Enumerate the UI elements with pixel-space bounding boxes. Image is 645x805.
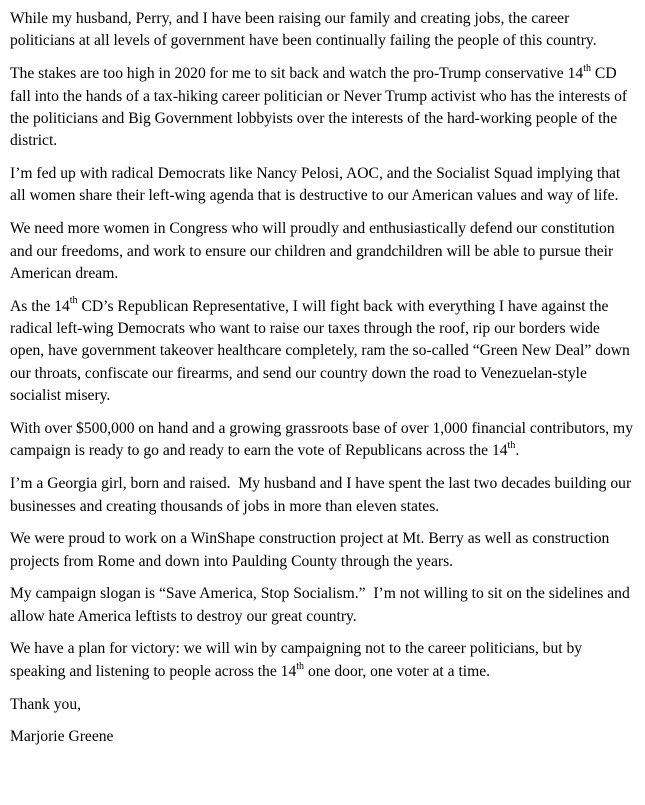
superscript-ordinal: th — [69, 295, 78, 307]
paragraph-12 — [10, 726, 635, 748]
paragraph-3 — [10, 163, 635, 208]
paragraph-text: My campaign slogan is “Save America, Stop Socialism.” I’m not willing to sit on the sidelines and allow hate America leftists to destroy our great country. — [10, 585, 634, 625]
superscript-ordinal: th — [296, 660, 305, 672]
paragraph-11 — [10, 694, 635, 716]
paragraph-10 — [10, 638, 635, 683]
paragraph-text: Marjorie Greene — [10, 728, 114, 746]
paragraph-8 — [10, 528, 635, 573]
paragraph-4 — [10, 218, 635, 285]
paragraph-text: The stakes are too high in 2020 for me to sit back and watch the pro-Trump conservative 14 — [10, 65, 584, 83]
paragraph-text: CD’s Republican Representative, I will fight back with everything I have against the radical left-wing Democrats who want to raise our taxes through the roof, rip our borders wide open, have government takeover healthcare completely, ram the so-called “Green New Deal” down our throats, confiscate our firearms, and send our country down the road to Venezuelan-style socialist misery. — [10, 297, 634, 405]
paragraph-text: I’m fed up with radical Democrats like Nancy Pelosi, AOC, and the Socialist Squad implying that all women share their left-wing agenda that is destructive to our American values and way of life. — [10, 165, 625, 205]
paragraph-text: one door, one voter at a time. — [304, 662, 491, 680]
paragraph-text: . — [515, 442, 520, 460]
paragraph-text: Thank you, — [10, 695, 82, 713]
paragraph-text: We have a plan for victory: we will win by campaigning not to the career politicians, but by speaking and listening to people across the 14 — [10, 640, 586, 680]
paragraph-text: We were proud to work on a WinShape construction project at Mt. Berry as well as construction projects from Rome and down into Paulding County through the years. — [10, 530, 614, 570]
superscript-ordinal: th — [583, 62, 592, 74]
paragraph-5 — [10, 296, 635, 408]
paragraph-text: I’m a Georgia girl, born and raised. My husband and I have spent the last two decades building our businesses and creating thousands of jobs in more than eleven states. — [10, 475, 636, 515]
paragraph-7 — [10, 473, 635, 518]
paragraph-9 — [10, 583, 635, 628]
paragraph-text: We need more women in Congress who will proudly and enthusiastically defend our constitution and our freedoms, and work to ensure our children and grandchildren will be able to pursue their American dream. — [10, 220, 619, 282]
paragraph-2 — [10, 63, 635, 153]
superscript-ordinal: th — [507, 440, 516, 452]
paragraph-text: CD fall into the hands of a tax-hiking career politician or Never Trump activist who has the interests of the politicians and Big Government lobbyists over the interests of the hard-working people of the district. — [10, 65, 632, 150]
paragraph-text: As the 14 — [10, 297, 70, 315]
paragraph-text: With over $500,000 on hand and a growing grassroots base of over 1,000 financial contributors, my campaign is ready to go and ready to earn the vote of Republicans across the 14 — [10, 419, 637, 460]
paragraph-text: While my husband, Perry, and I have been raising our family and creating jobs, the career politicians at all levels of government have been continually failing the people of this country. — [10, 10, 597, 50]
paragraph-1 — [10, 8, 635, 53]
paragraph-6 — [10, 418, 635, 463]
